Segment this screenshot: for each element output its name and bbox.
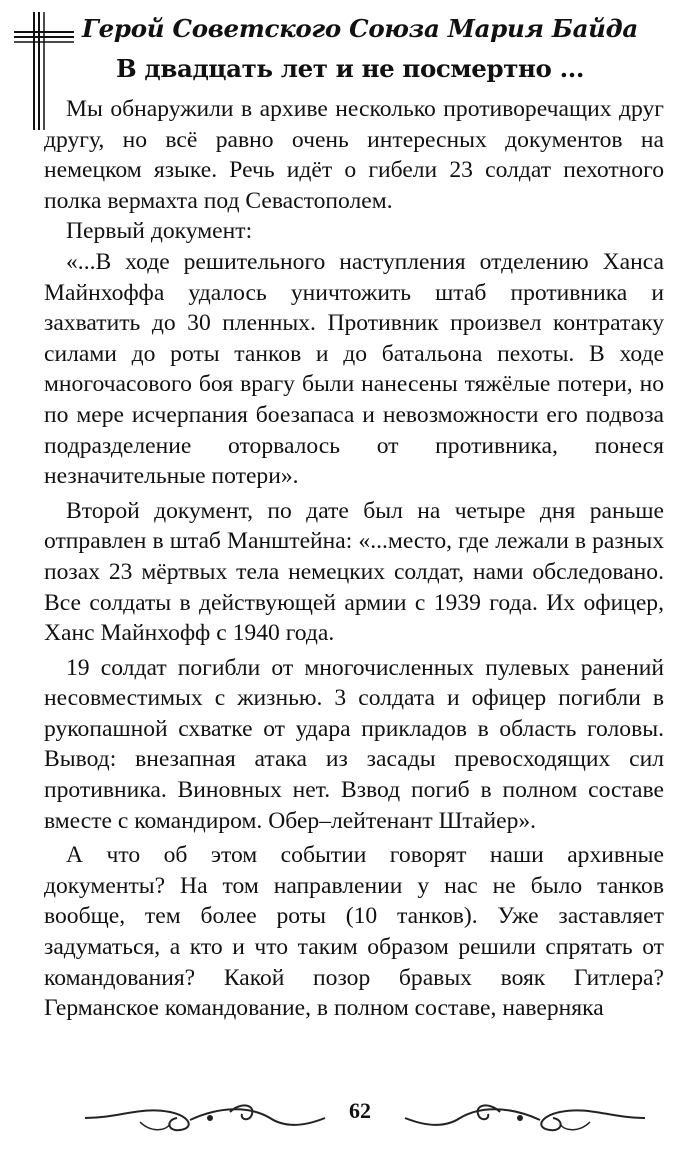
right-flourish-icon — [400, 1100, 650, 1136]
paragraph: Первый документ: — [66, 218, 253, 245]
article-title: В двадцать лет и не посмертно ... — [116, 54, 584, 83]
paragraph: «...В ходе решительного наступления отделению Ханса Майнхоффа удалось уничтожить штаб противника и захватить до 30 пленных. Противник произвел контратаку силами до роты танков и до батальона пехоты. В ходе многочасового боя врагу были нанесены тяжёлые потери, но по мере исчерпания боезапаса и невозможности его подвоза подразделение оторвалось от противника, понеся незначительные потери». — [44, 248, 664, 490]
paragraph: Второй документ, по дате был на четыре дня раньше отправлен в штаб Манштейна: «...место, где лежали в разных позах 23 мёртвых тела немецких солдат, нами обследовано. Все солдаты в действующей армии с 1939 года. Их офицер, Ханс Майнхофф с 1940 года. — [44, 497, 664, 647]
left-flourish-icon — [80, 1100, 330, 1136]
paragraph: 19 солдат погибли от многочисленных пулевых ранений несовместимых с жизнью. 3 солдата и офицер погибли в рукопашной схватке от удара прикладов в область головы. Вывод: внезапная атака из засады превосходящих сил противника. Виновных нет. Взвод погиб в полном составе вместе с командиром. Обер–лейтенант Штайер». — [44, 654, 664, 834]
page-number: 62 — [349, 1098, 371, 1123]
header-title: Герой Советского Союза Мария Байда — [82, 14, 638, 43]
paragraph: Мы обнаружили в архиве несколько противоречащих друг другу, но всё равно очень интересных документов на немецком языке. Речь идёт о гибели 23 солдат пехотного полка вермахта под Севастополем. — [44, 96, 664, 214]
paragraph: А что об этом событии говорят наши архивные документы? На том направлении у нас не было танков вообще, тем более роты (10 танков). Уже заставляет задуматься, а кто и что таким образом решили спрятать от командования? Какой позор бравых вояк Гитлера? Германское командование, в полном составе, наверняка — [44, 842, 664, 1022]
article-body — [44, 94, 664, 1024]
